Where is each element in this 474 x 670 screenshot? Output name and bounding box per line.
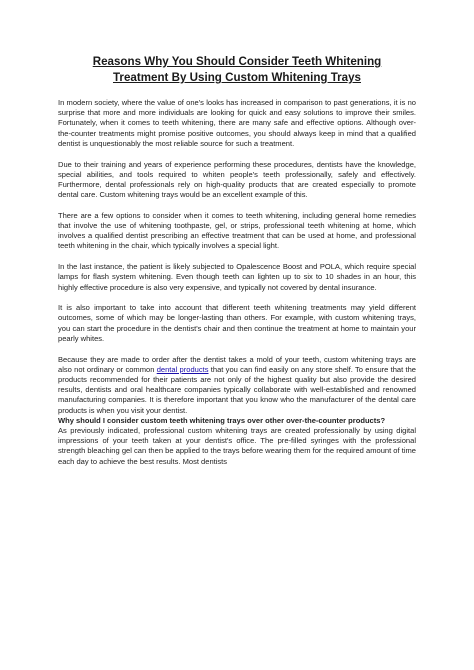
paragraph-dentist-expertise: Due to their training and years of experience performing these procedures, dentists have the knowledge, special abilities, and tools required to whiten people's teeth professionally, safely and effectively. Furthermore, dental professionals rely on high-quality products that are created especially to promote dental care. Custom whitening trays would be an excellent example of this.	[58, 159, 416, 200]
section-subheading: Why should I consider custom teeth whitening trays over other over-the-counter products?	[58, 415, 386, 425]
paragraph-in-chair-treatment: In the last instance, the patient is likely subjected to Opalescence Boost and POLA, which require special lamps for flash system whitening. Even though teeth can lighten up to six to 10 shades in an hour, this highly effective procedure is also very expensive, and typically not covered by dental insurance.	[58, 262, 416, 292]
paragraph-custom-trays	[58, 355, 416, 416]
paragraph-intro: In modern society, where the value of one's looks has increased in comparison to past generations, it is no surprise that more and more individuals are looking for quick and easy solutions to improve their smiles. Fortunately, when it comes to teeth whitening, there are many safe and effective options. Although over-the-counter treatments might promise positive outcomes, you should always keep in mind that a qualified dentist is unquestionably the most reliable source for such a treatment.	[58, 98, 416, 148]
dental-products-link[interactable]: dental products	[156, 364, 209, 374]
document-title	[58, 54, 416, 86]
paragraph-digital-impressions: As previously indicated, professional custom whitening trays are created professionally by using digital impressions of your teeth taken at your dentist's office. The pre-filled syringes with the professional strength bleaching gel can then be applied to the trays before wearing them for the required amount of time each day to achieve the best results. Most dentists	[58, 425, 416, 466]
paragraph-different-outcomes: It is also important to take into account that different teeth whitening treatments may yield different outcomes, some of which may be longer-lasting than others. For example, with custom whitening trays, you can start the procedure in the dentist's chair and then continue the treatment at home to maintain your pearly whites.	[58, 303, 416, 343]
paragraph-whitening-options: There are a few options to consider when it comes to teeth whitening, including general home remedies that involve the use of whitening toothpaste, gel, or strips, professional teeth whitening at home, which involves a qualified dentist prescribing an effective treatment that can be used at home, and professional teeth whitening in the chair, which typically involves a special light.	[58, 210, 416, 251]
title-line-1: Reasons Why You Should Consider Teeth Whitening	[92, 55, 382, 68]
title-line-2: Treatment By Using Custom Whitening Trays	[112, 71, 361, 84]
paragraph-custom-trays-text-end: that you can find easily on any store shelf. To ensure that the products recommended for their patients are not only of the highest quality but also provide the desired results, dentists and oral healthcare companies typically collaborate with well-established and renowned manufacturing companies. It is therefore important that you know who the manufacturer of the dental care products is when you visit your dentist.	[58, 364, 417, 415]
paragraph-custom-trays-text-start: Because they are made to order after the dentist takes a mold of your teeth, custom whitening trays are also not ordinary or common	[58, 354, 416, 374]
